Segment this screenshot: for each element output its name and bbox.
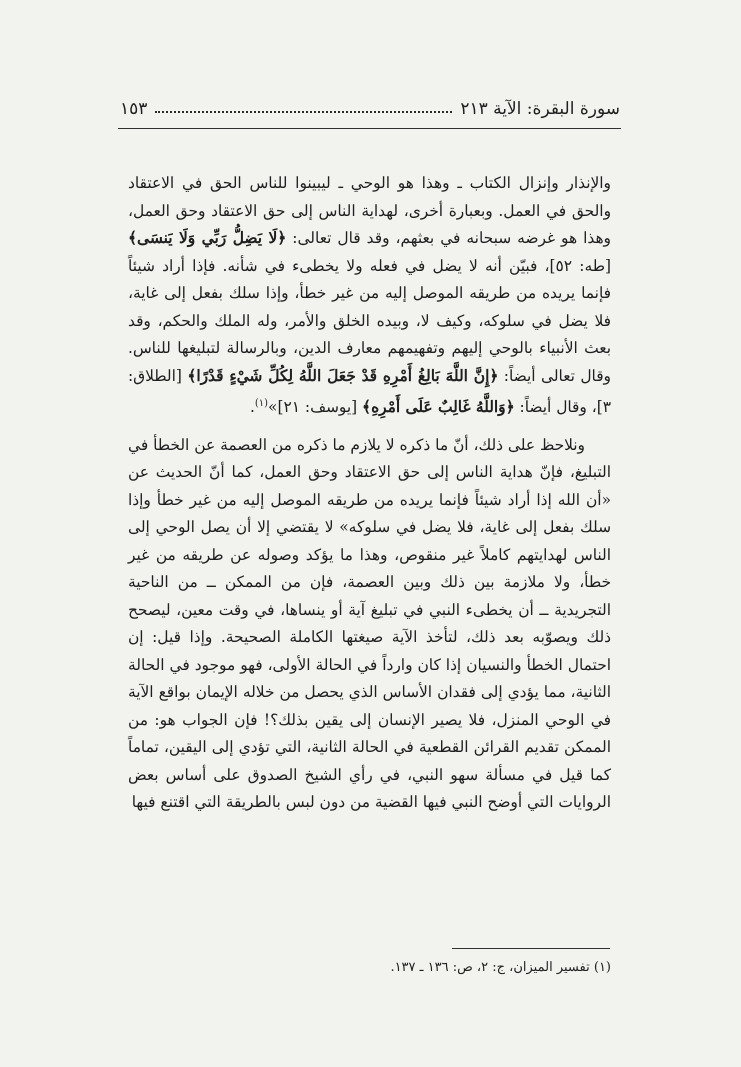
- header-rule: [118, 128, 621, 129]
- quran-verse-3: ﴿وَاللَّهُ غَالِبٌ عَلَى أَمْرِهِ﴾: [362, 398, 515, 417]
- footnote-text: تفسير الميزان، ج: ٢، ص: ١٣٦ ـ ١٣٧.: [390, 960, 590, 975]
- quran-verse-2: ﴿إِنَّ اللَّهَ بَالِغُ أَمْرِهِ قَدْ جَعَلَ اللَّهُ لِكُلِّ شَيْءٍ قَدْرًا﴾: [187, 366, 499, 385]
- paragraph-1-text-5: .: [249, 398, 255, 417]
- paragraph-1-text-1: والإنذار وإنزال الكتاب ـ وهذا هو الوحي ـ ليبينوا للناس الحق في الاعتقاد والحق في العمل. وبعبارة أخرى، لهداية الناس إلى حق الاعتقاد وحق العمل، وهذا هو غرضه سبحانه في بعثهم، وقد قال تعالى:: [128, 174, 611, 247]
- footnote-rule: [452, 948, 610, 949]
- running-header: [120, 92, 620, 126]
- paragraph-1-text-3: [الطلاق: ٣]، وقال أيضاً:: [128, 366, 611, 417]
- footnote: [128, 958, 611, 978]
- paragraph-1-text-4: [يوسف: ٢١]»: [268, 398, 363, 417]
- paragraph-1: [128, 170, 611, 422]
- body-text: [128, 170, 611, 817]
- page-number: ١٥٣: [120, 99, 148, 119]
- paragraph-2: ونلاحظ على ذلك، أنّ ما ذكره لا يلازم ما ذكره من العصمة عن الخطأ في التبليغ، فإنّ هداية الناس إلى حق الاعتقاد وحق العمل، كما أنّ الحديث عن «أن الله إذا أراد شيئاً فإنما يريده من طريقه الموصل إليه من غير خطأ وإذا سلك بفعل إلى غاية، فلا يضل في سلوكه» لا يقتضي إلا أن يصل الوحي إلى الناس لهدايتهم كاملاً غير منقوص، وهذا ما يؤكد وصوله عن طريقه من غير خطأ، ولا ملازمة بين ذلك وبين العصمة، فإن من الممكن ــ من الناحية التجريدية ــ أن يخطىء النبي في تبليغ آية أو ينساها، في وقت معين، ليصحح ذلك ويصوّبه بعد ذلك، لتأخذ الآية صيغتها الكاملة الصحيحة. وإذا قيل: إن احتمال الخطأ والنسيان إذا كان وارداً في الحالة الأولى، فهو موجود في الحالة الثانية، مما يؤدي إلى فقدان الأساس الذي يحصل من خلاله الإيمان بواقع الآية في الوحي المنزل، فلا يصير الإنسان إلى يقين بذلك؟! فإن الجواب هو: من الممكن تقديم القرائن القطعية في الحالة الثانية، التي تؤدي إلى اليقين، تماماً كما قيل في مسألة سهو النبي، في رأي الشيخ الصدوق على أساس بعض الروايات التي أوضح النبي فيها القضية من دون لبس بالطريقة التي اقتنع فيها: [128, 435, 611, 812]
- footnote-marker: (١): [593, 960, 611, 975]
- quran-verse-1: ﴿لَا يَضِلُّ رَبِّي وَلَا يَنسَى﴾: [128, 229, 287, 247]
- paragraph-1-text-2: [طه: ٥٢]، فبيّن أنه لا يضل في فعله ولا يخطىء في شأنه. فإذا أراد شيئاً فإنما يريده من طريقه الموصل إليه من غير خطأ، وإذا سلك بفعل إلى غاية، فلا يضل في سلوكه، وكيف لا، وبيده الخلق والأمر، وله الملك والحكم، وقد بعث الأنبياء بالوحي إليهم وتفهيمهم معارف الدين، وبالرسالة لتبليغها للناس. وقال تعالى أيضاً:: [128, 256, 611, 385]
- running-title: سورة البقرة: الآية ٢١٣: [460, 99, 620, 119]
- footnote-reference[interactable]: (١): [254, 398, 269, 409]
- dot-leader: [155, 111, 452, 113]
